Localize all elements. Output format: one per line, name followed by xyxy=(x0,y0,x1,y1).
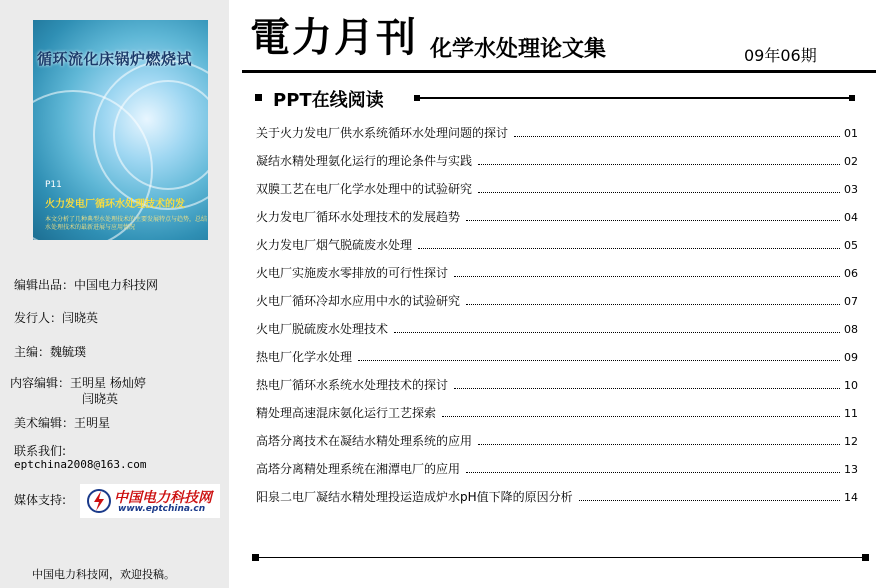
magazine-title: 電力月刊 xyxy=(250,14,418,61)
toc-item-page: 05 xyxy=(844,239,858,252)
toc-item-page: 01 xyxy=(844,127,858,140)
toc-item-page: 11 xyxy=(844,407,858,420)
issuer-info: 发行人：闫晓英 xyxy=(14,311,99,325)
footer-note: 中国电力科技网，欢迎投稿。 xyxy=(32,568,175,581)
toc-item-page: 03 xyxy=(844,183,858,196)
toc-item[interactable] xyxy=(256,264,858,292)
toc-leader-dots xyxy=(418,248,840,249)
toc-item[interactable] xyxy=(256,376,858,404)
magazine-subtitle: 化学水处理论文集 xyxy=(430,37,607,62)
cover-page-label: P11 xyxy=(45,180,62,190)
toc-item[interactable] xyxy=(256,432,858,460)
eptchina-logo[interactable] xyxy=(80,484,220,518)
cover-subtitle: 火力发电厂循环水处理技术的发 xyxy=(45,199,185,210)
toc-leader-dots xyxy=(394,332,840,333)
toc-leader-dots xyxy=(478,444,840,445)
table-of-contents xyxy=(256,124,858,516)
art-editor-info: 美术编辑：王明星 xyxy=(14,416,111,430)
sidebar xyxy=(0,0,229,588)
toc-item-title[interactable]: 热电厂化学水处理 xyxy=(256,350,353,364)
contact-email[interactable] xyxy=(14,457,146,471)
toc-leader-dots xyxy=(514,136,840,137)
toc-item[interactable] xyxy=(256,124,858,152)
toc-item-page: 12 xyxy=(844,435,858,448)
toc-item[interactable] xyxy=(256,292,858,320)
toc-item-title[interactable]: 火力发电厂烟气脱硫废水处理 xyxy=(256,238,413,252)
toc-item-title[interactable]: 双膜工艺在电厂化学水处理中的试验研究 xyxy=(256,182,473,196)
toc-leader-dots xyxy=(466,472,840,473)
toc-item-title[interactable]: 高塔分离技术在凝结水精处理系统的应用 xyxy=(256,434,473,448)
toc-item-title[interactable]: 火力发电厂循环水处理技术的发展趋势 xyxy=(256,210,461,224)
section-title: PPT在线阅读 xyxy=(273,90,384,111)
section-square-marker xyxy=(849,95,855,101)
toc-leader-dots xyxy=(454,276,840,277)
toc-leader-dots xyxy=(442,416,840,417)
section-divider xyxy=(420,97,850,99)
chief-editor-info: 主编：魏毓璞 xyxy=(14,345,87,359)
content-editor-info: 内容编辑：王明星 杨灿婷 xyxy=(10,376,146,390)
toc-leader-dots xyxy=(466,220,840,221)
toc-leader-dots xyxy=(478,192,840,193)
toc-item[interactable] xyxy=(256,404,858,432)
toc-item-title[interactable]: 火电厂循环冷却水应用中水的试验研究 xyxy=(256,294,461,308)
toc-item-page: 07 xyxy=(844,295,858,308)
header-divider xyxy=(242,70,876,73)
toc-leader-dots xyxy=(358,360,840,361)
toc-item-title[interactable]: 火电厂实施废水零排放的可行性探讨 xyxy=(256,266,449,280)
contact-label: 联系我们: xyxy=(14,444,67,458)
toc-item[interactable] xyxy=(256,348,858,376)
toc-item-title[interactable]: 关于火力发电厂供水系统循环水处理问题的探讨 xyxy=(256,126,509,140)
footer-divider xyxy=(259,557,863,558)
section-square-marker xyxy=(255,94,262,101)
toc-item-title[interactable]: 高塔分离精处理系统在湘潭电厂的应用 xyxy=(256,462,461,476)
media-support-label: 媒体支持: xyxy=(14,493,67,507)
lightning-globe-icon xyxy=(86,488,112,514)
toc-item[interactable] xyxy=(256,180,858,208)
footer-square-marker xyxy=(252,554,259,561)
issue-number: 09年06期 xyxy=(744,46,817,65)
toc-item[interactable] xyxy=(256,236,858,264)
toc-leader-dots xyxy=(478,164,840,165)
logo-text: 中国电力科技网 xyxy=(114,490,212,506)
toc-leader-dots xyxy=(579,500,840,501)
cover-image[interactable] xyxy=(33,20,208,240)
toc-item-title[interactable]: 凝结水精处理氨化运行的理论条件与实践 xyxy=(256,154,473,168)
cover-title: 循环流化床锅炉燃烧试 xyxy=(37,50,193,68)
footer-square-marker xyxy=(862,554,869,561)
contact-email-text[interactable]: eptchina2008@163.com xyxy=(14,458,147,471)
toc-item[interactable] xyxy=(256,152,858,180)
toc-item-page: 02 xyxy=(844,155,858,168)
toc-leader-dots xyxy=(466,304,840,305)
toc-item-page: 09 xyxy=(844,351,858,364)
toc-item-page: 04 xyxy=(844,211,858,224)
publisher-info: 编辑出品：中国电力科技网 xyxy=(14,278,159,292)
logo-url: www.eptchina.cn xyxy=(118,504,206,514)
toc-item[interactable] xyxy=(256,460,858,488)
toc-item-page: 10 xyxy=(844,379,858,392)
content-editor-info-2: 闫晓英 xyxy=(82,392,119,406)
toc-item-page: 14 xyxy=(844,491,858,504)
toc-leader-dots xyxy=(454,388,840,389)
toc-item-title[interactable]: 热电厂循环水系统水处理技术的探讨 xyxy=(256,378,449,392)
toc-item-page: 13 xyxy=(844,463,858,476)
toc-item[interactable] xyxy=(256,208,858,236)
toc-item-title[interactable]: 火电厂脱硫废水处理技术 xyxy=(256,322,389,336)
toc-item-title[interactable]: 阳泉二电厂凝结水精处理投运造成炉水pH值下降的原因分析 xyxy=(256,490,573,504)
toc-item[interactable] xyxy=(256,320,858,348)
toc-item-page: 08 xyxy=(844,323,858,336)
toc-item-title[interactable]: 精处理高速混床氨化运行工艺探索 xyxy=(256,406,437,420)
toc-item[interactable] xyxy=(256,488,858,516)
cover-description: 本文分析了几种典型水处理技术的主要发展特点与趋势，总结水处理技术的最新进展与应用情况 xyxy=(45,216,208,231)
toc-item-page: 06 xyxy=(844,267,858,280)
